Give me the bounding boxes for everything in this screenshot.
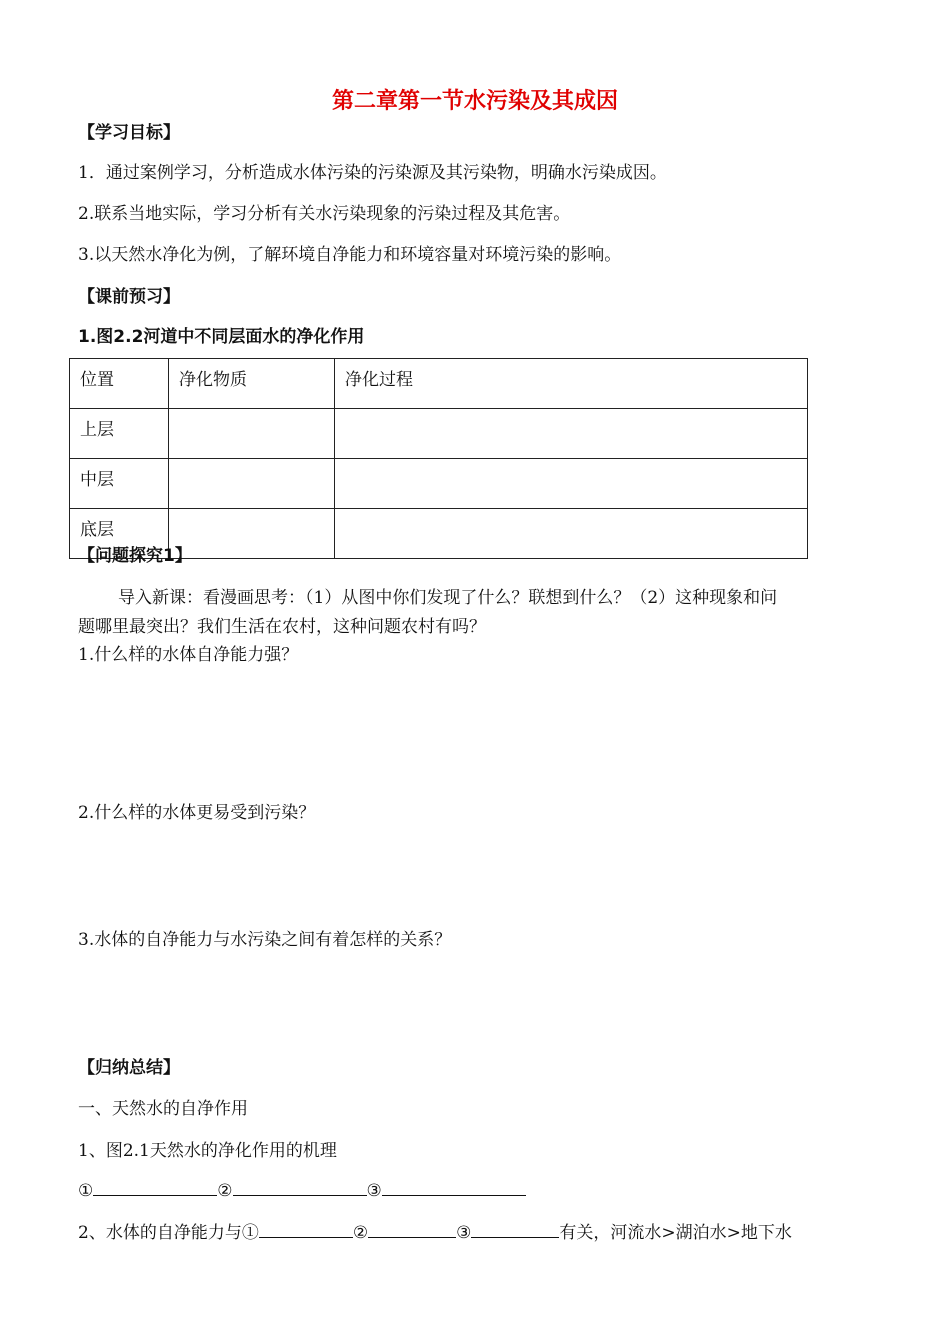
circle-mark-2: ② xyxy=(217,1181,233,1201)
table-header-cell: 位置 xyxy=(70,359,169,409)
table-cell: 底层 xyxy=(70,509,169,559)
question-2: 2.什么样的水体更易受到污染？ xyxy=(78,803,316,823)
table-cell[interactable] xyxy=(335,509,808,559)
table-header-cell: 净化过程 xyxy=(335,359,808,409)
table-cell[interactable] xyxy=(335,459,808,509)
blank-field-6[interactable] xyxy=(471,1219,559,1238)
preview-item: 1.图2.2河道中不同层面水的净化作用 xyxy=(78,327,365,347)
fill-blanks-line xyxy=(78,1177,526,1201)
circle-mark-3: ③ xyxy=(366,1181,382,1201)
question-1: 1.什么样的水体自净能力强？ xyxy=(78,645,299,665)
preview-heading: 【课前预习】 xyxy=(78,287,180,307)
purification-table xyxy=(69,358,808,559)
table-cell: 上层 xyxy=(70,409,169,459)
intro-line-2: 题哪里最突出？我们生活在农村，这种问题农村有吗？ xyxy=(78,617,486,637)
blank-field-4[interactable] xyxy=(259,1219,353,1238)
goals-heading: 【学习目标】 xyxy=(78,123,180,143)
question-3: 3.水体的自净能力与水污染之间有着怎样的关系？ xyxy=(78,930,452,950)
goal-item-2: 2.联系当地实际，学习分析有关水污染现象的污染过程及其危害。 xyxy=(78,204,571,224)
summary-heading: 【归纳总结】 xyxy=(78,1058,180,1078)
page-title: 第二章第一节水污染及其成因 xyxy=(331,89,618,114)
table-row xyxy=(70,409,808,459)
blank-field-2[interactable] xyxy=(233,1177,367,1196)
goal-item-3: 3.以天然水净化为例，了解环境自净能力和环境容量对环境污染的影响。 xyxy=(78,245,622,265)
summary-item-1: 1、图2.1天然水的净化作用的机理 xyxy=(78,1141,337,1161)
circle-mark-2: ② xyxy=(352,1223,369,1243)
table-header-cell: 净化物质 xyxy=(169,359,335,409)
table-cell[interactable] xyxy=(169,459,335,509)
table-row xyxy=(70,459,808,509)
summary-part-1: 一、天然水的自净作用 xyxy=(78,1099,248,1119)
table-cell[interactable] xyxy=(169,509,335,559)
table-header-row xyxy=(70,359,808,409)
blank-field-1[interactable] xyxy=(93,1177,217,1196)
summary-item-2 xyxy=(78,1218,792,1243)
table-cell[interactable] xyxy=(169,409,335,459)
goal-item-1: 1．通过案例学习，分析造成水体污染的污染源及其污染物，明确水污染成因。 xyxy=(78,163,667,183)
summary-item-2-prefix: 2、水体的自净能力与① xyxy=(78,1223,259,1243)
table-cell[interactable] xyxy=(335,409,808,459)
intro-line-1: 导入新课：看漫画思考：（1）从图中你们发现了什么？联想到什么？（2）这种现象和问 xyxy=(118,588,778,608)
table-cell: 中层 xyxy=(70,459,169,509)
explore-heading: 【问题探究1】 xyxy=(78,546,192,566)
circle-mark-1: ① xyxy=(78,1181,94,1201)
circle-mark-3: ③ xyxy=(456,1223,472,1243)
blank-field-3[interactable] xyxy=(382,1177,526,1196)
blank-field-5[interactable] xyxy=(368,1219,456,1238)
summary-item-2-suffix: 有关，河流水>湖泊水>地下水 xyxy=(559,1223,792,1243)
